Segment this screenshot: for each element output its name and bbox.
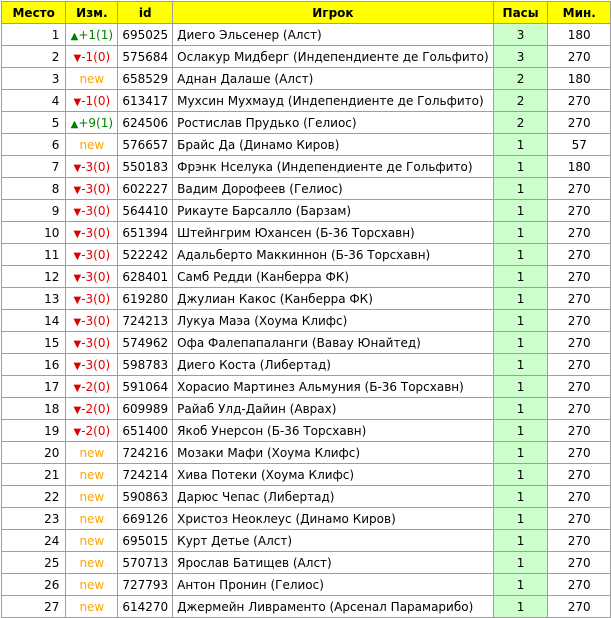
rank-cell: 12 [2, 266, 66, 288]
id-cell: 651400 [118, 420, 173, 442]
minutes-cell: 270 [548, 200, 611, 222]
change-value: -3(0) [81, 335, 111, 350]
minutes-cell: 180 [548, 156, 611, 178]
minutes-cell: 270 [548, 508, 611, 530]
change-value: new [79, 533, 105, 548]
arrow-down-icon: ▼ [73, 404, 82, 416]
player-cell: Курт Детье (Алст) [173, 530, 494, 552]
header-change: Изм. [66, 2, 118, 24]
player-cell: Антон Пронин (Гелиос) [173, 574, 494, 596]
change-cell [66, 90, 118, 112]
minutes-cell: 270 [548, 354, 611, 376]
rank-cell: 25 [2, 552, 66, 574]
player-cell: Ярослав Батищев (Алст) [173, 552, 494, 574]
rank-cell: 17 [2, 376, 66, 398]
change-value: new [79, 71, 105, 86]
table-row [2, 222, 611, 244]
passes-cell: 1 [493, 156, 548, 178]
minutes-cell: 180 [548, 24, 611, 46]
minutes-cell: 270 [548, 464, 611, 486]
change-value: new [79, 489, 105, 504]
arrow-down-icon: ▼ [73, 360, 82, 372]
change-value: new [79, 577, 105, 592]
change-cell [66, 266, 118, 288]
passes-cell: 1 [493, 398, 548, 420]
passes-cell: 1 [493, 420, 548, 442]
player-cell: Хива Потеки (Хоума Клифс) [173, 464, 494, 486]
passes-cell: 1 [493, 134, 548, 156]
rank-cell: 27 [2, 596, 66, 618]
minutes-cell: 57 [548, 134, 611, 156]
arrow-down-icon: ▼ [73, 316, 82, 328]
change-cell [66, 222, 118, 244]
passes-cell: 1 [493, 574, 548, 596]
change-cell [66, 574, 118, 596]
table-row [2, 178, 611, 200]
minutes-cell: 270 [548, 376, 611, 398]
rank-cell: 19 [2, 420, 66, 442]
passes-cell: 1 [493, 486, 548, 508]
change-value: -3(0) [81, 313, 111, 328]
player-cell: Брайс Да (Динамо Киров) [173, 134, 494, 156]
id-cell: 590863 [118, 486, 173, 508]
arrow-down-icon: ▼ [73, 52, 82, 64]
table-row [2, 376, 611, 398]
change-cell [66, 156, 118, 178]
change-cell [66, 310, 118, 332]
rank-cell: 22 [2, 486, 66, 508]
id-cell: 724214 [118, 464, 173, 486]
id-cell: 628401 [118, 266, 173, 288]
player-cell: Аднан Далаше (Алст) [173, 68, 494, 90]
table-row [2, 266, 611, 288]
minutes-cell: 270 [548, 596, 611, 618]
rank-cell: 21 [2, 464, 66, 486]
passes-cell: 1 [493, 266, 548, 288]
player-cell: Джермейн Ливраменто (Арсенал Парамарибо) [173, 596, 494, 618]
rank-cell: 1 [2, 24, 66, 46]
rank-cell: 16 [2, 354, 66, 376]
change-cell [66, 530, 118, 552]
change-value: new [79, 445, 105, 460]
rank-cell: 10 [2, 222, 66, 244]
player-cell: Штейнгрим Юхансен (Б-36 Торсхавн) [173, 222, 494, 244]
change-cell [66, 464, 118, 486]
table-row [2, 310, 611, 332]
table-row [2, 134, 611, 156]
id-cell: 564410 [118, 200, 173, 222]
table-row [2, 200, 611, 222]
table-row [2, 288, 611, 310]
passes-cell: 1 [493, 354, 548, 376]
player-cell: Райаб Улд-Дайин (Аврах) [173, 398, 494, 420]
passes-cell: 3 [493, 46, 548, 68]
rank-cell: 23 [2, 508, 66, 530]
player-cell: Лукуа Маэа (Хоума Клифс) [173, 310, 494, 332]
minutes-cell: 270 [548, 288, 611, 310]
minutes-cell: 180 [548, 68, 611, 90]
player-cell: Дарюс Чепас (Либертад) [173, 486, 494, 508]
change-value: -2(0) [81, 379, 111, 394]
arrow-down-icon: ▼ [73, 294, 82, 306]
table-row [2, 552, 611, 574]
arrow-down-icon: ▼ [73, 162, 82, 174]
passes-cell: 1 [493, 200, 548, 222]
rank-cell: 8 [2, 178, 66, 200]
header-rank: Место [2, 2, 66, 24]
player-cell: Мухсин Мухмауд (Индепендиенте де Гольфито) [173, 90, 494, 112]
player-cell: Адальберто Маккиннон (Б-36 Торсхавн) [173, 244, 494, 266]
arrow-down-icon: ▼ [73, 184, 82, 196]
minutes-cell: 270 [548, 222, 611, 244]
player-cell: Джулиан Какос (Канберра ФК) [173, 288, 494, 310]
id-cell: 575684 [118, 46, 173, 68]
id-cell: 695025 [118, 24, 173, 46]
minutes-cell: 270 [548, 112, 611, 134]
arrow-up-icon: ▲ [70, 118, 79, 130]
minutes-cell: 270 [548, 310, 611, 332]
change-cell [66, 288, 118, 310]
minutes-cell: 270 [548, 442, 611, 464]
id-cell: 651394 [118, 222, 173, 244]
change-cell [66, 134, 118, 156]
player-cell: Диего Эльсенер (Алст) [173, 24, 494, 46]
change-cell [66, 552, 118, 574]
minutes-cell: 270 [548, 530, 611, 552]
id-cell: 576657 [118, 134, 173, 156]
minutes-cell: 270 [548, 46, 611, 68]
passes-cell: 1 [493, 442, 548, 464]
player-cell: Ослакур Мидберг (Индепендиенте де Гольфито) [173, 46, 494, 68]
minutes-cell: 270 [548, 244, 611, 266]
id-cell: 695015 [118, 530, 173, 552]
change-value: -1(0) [81, 93, 111, 108]
arrow-down-icon: ▼ [73, 426, 82, 438]
id-cell: 570713 [118, 552, 173, 574]
rank-cell: 13 [2, 288, 66, 310]
passes-cell: 1 [493, 332, 548, 354]
change-cell [66, 486, 118, 508]
arrow-down-icon: ▼ [73, 250, 82, 262]
passes-cell: 1 [493, 596, 548, 618]
rank-cell: 18 [2, 398, 66, 420]
minutes-cell: 270 [548, 420, 611, 442]
table-row [2, 464, 611, 486]
rank-cell: 2 [2, 46, 66, 68]
table-row [2, 508, 611, 530]
change-value: -3(0) [81, 181, 111, 196]
change-cell [66, 596, 118, 618]
minutes-cell: 270 [548, 398, 611, 420]
id-cell: 550183 [118, 156, 173, 178]
table-row [2, 90, 611, 112]
minutes-cell: 270 [548, 574, 611, 596]
change-value: -3(0) [81, 225, 111, 240]
passes-cell: 1 [493, 310, 548, 332]
player-cell: Самб Редди (Канберра ФК) [173, 266, 494, 288]
header-row [2, 2, 611, 24]
table-row [2, 244, 611, 266]
header-player: Игрок [173, 2, 494, 24]
player-cell: Христоз Неоклеус (Динамо Киров) [173, 508, 494, 530]
passes-cell: 2 [493, 112, 548, 134]
player-cell: Фрэнк Нселука (Индепендиенте де Гольфито) [173, 156, 494, 178]
table-row [2, 442, 611, 464]
passes-cell: 3 [493, 24, 548, 46]
change-value: new [79, 137, 105, 152]
passes-cell: 1 [493, 244, 548, 266]
minutes-cell: 270 [548, 332, 611, 354]
change-value: new [79, 599, 105, 614]
id-cell: 598783 [118, 354, 173, 376]
change-value: -2(0) [81, 401, 111, 416]
passes-cell: 1 [493, 508, 548, 530]
passes-cell: 1 [493, 376, 548, 398]
passes-cell: 1 [493, 552, 548, 574]
change-cell [66, 24, 118, 46]
assists-table [1, 1, 611, 618]
id-cell: 724216 [118, 442, 173, 464]
arrow-down-icon: ▼ [73, 272, 82, 284]
arrow-down-icon: ▼ [73, 96, 82, 108]
table-row [2, 486, 611, 508]
arrow-down-icon: ▼ [73, 228, 82, 240]
id-cell: 727793 [118, 574, 173, 596]
table-row [2, 574, 611, 596]
id-cell: 614270 [118, 596, 173, 618]
passes-cell: 1 [493, 288, 548, 310]
change-value: -3(0) [81, 159, 111, 174]
player-cell: Ростислав Прудько (Гелиос) [173, 112, 494, 134]
player-cell: Диего Коста (Либертад) [173, 354, 494, 376]
passes-cell: 2 [493, 68, 548, 90]
rank-cell: 3 [2, 68, 66, 90]
change-cell [66, 68, 118, 90]
change-value: -3(0) [81, 247, 111, 262]
change-cell [66, 508, 118, 530]
change-value: -3(0) [81, 291, 111, 306]
id-cell: 669126 [118, 508, 173, 530]
rank-cell: 7 [2, 156, 66, 178]
table-row [2, 112, 611, 134]
id-cell: 624506 [118, 112, 173, 134]
table-row [2, 24, 611, 46]
rank-cell: 26 [2, 574, 66, 596]
change-cell [66, 112, 118, 134]
passes-cell: 2 [493, 90, 548, 112]
id-cell: 619280 [118, 288, 173, 310]
table-row [2, 530, 611, 552]
minutes-cell: 270 [548, 90, 611, 112]
change-cell [66, 178, 118, 200]
arrow-down-icon: ▼ [73, 338, 82, 350]
change-value: -3(0) [81, 357, 111, 372]
change-value: +1(1) [78, 27, 114, 42]
minutes-cell: 270 [548, 266, 611, 288]
change-cell [66, 200, 118, 222]
table-row [2, 46, 611, 68]
change-value: new [79, 511, 105, 526]
change-value: +9(1) [78, 115, 114, 130]
rank-cell: 4 [2, 90, 66, 112]
table-row [2, 156, 611, 178]
change-cell [66, 442, 118, 464]
arrow-up-icon: ▲ [70, 30, 79, 42]
id-cell: 609989 [118, 398, 173, 420]
rank-cell: 24 [2, 530, 66, 552]
arrow-down-icon: ▼ [73, 382, 82, 394]
table-row [2, 398, 611, 420]
minutes-cell: 270 [548, 486, 611, 508]
player-cell: Якоб Унерсон (Б-36 Торсхавн) [173, 420, 494, 442]
header-minutes: Мин. [548, 2, 611, 24]
minutes-cell: 270 [548, 178, 611, 200]
change-value: new [79, 555, 105, 570]
header-passes: Пасы [493, 2, 548, 24]
change-value: -3(0) [81, 269, 111, 284]
change-cell [66, 420, 118, 442]
rank-cell: 20 [2, 442, 66, 464]
id-cell: 574962 [118, 332, 173, 354]
passes-cell: 1 [493, 530, 548, 552]
player-cell: Рикауте Барсалло (Барзам) [173, 200, 494, 222]
player-cell: Вадим Дорофеев (Гелиос) [173, 178, 494, 200]
player-cell: Мозаки Мафи (Хоума Клифс) [173, 442, 494, 464]
change-cell [66, 354, 118, 376]
id-cell: 658529 [118, 68, 173, 90]
change-cell [66, 398, 118, 420]
player-cell: Офа Фалепапаланги (Вавау Юнайтед) [173, 332, 494, 354]
change-value: -2(0) [81, 423, 111, 438]
change-cell [66, 376, 118, 398]
rank-cell: 6 [2, 134, 66, 156]
table-row [2, 596, 611, 618]
table-row [2, 68, 611, 90]
rank-cell: 5 [2, 112, 66, 134]
rank-cell: 14 [2, 310, 66, 332]
rank-cell: 15 [2, 332, 66, 354]
id-cell: 591064 [118, 376, 173, 398]
table-row [2, 420, 611, 442]
id-cell: 602227 [118, 178, 173, 200]
id-cell: 522242 [118, 244, 173, 266]
passes-cell: 1 [493, 464, 548, 486]
id-cell: 613417 [118, 90, 173, 112]
change-cell [66, 244, 118, 266]
change-cell [66, 46, 118, 68]
table-body [2, 24, 611, 618]
player-cell: Хорасио Мартинез Альмуния (Б-36 Торсхавн) [173, 376, 494, 398]
change-value: -1(0) [81, 49, 111, 64]
change-value: -3(0) [81, 203, 111, 218]
minutes-cell: 270 [548, 552, 611, 574]
rank-cell: 11 [2, 244, 66, 266]
id-cell: 724213 [118, 310, 173, 332]
change-value: new [79, 467, 105, 482]
change-cell [66, 332, 118, 354]
passes-cell: 1 [493, 178, 548, 200]
header-id: id [118, 2, 173, 24]
rank-cell: 9 [2, 200, 66, 222]
arrow-down-icon: ▼ [73, 206, 82, 218]
table-row [2, 354, 611, 376]
table-row [2, 332, 611, 354]
passes-cell: 1 [493, 222, 548, 244]
